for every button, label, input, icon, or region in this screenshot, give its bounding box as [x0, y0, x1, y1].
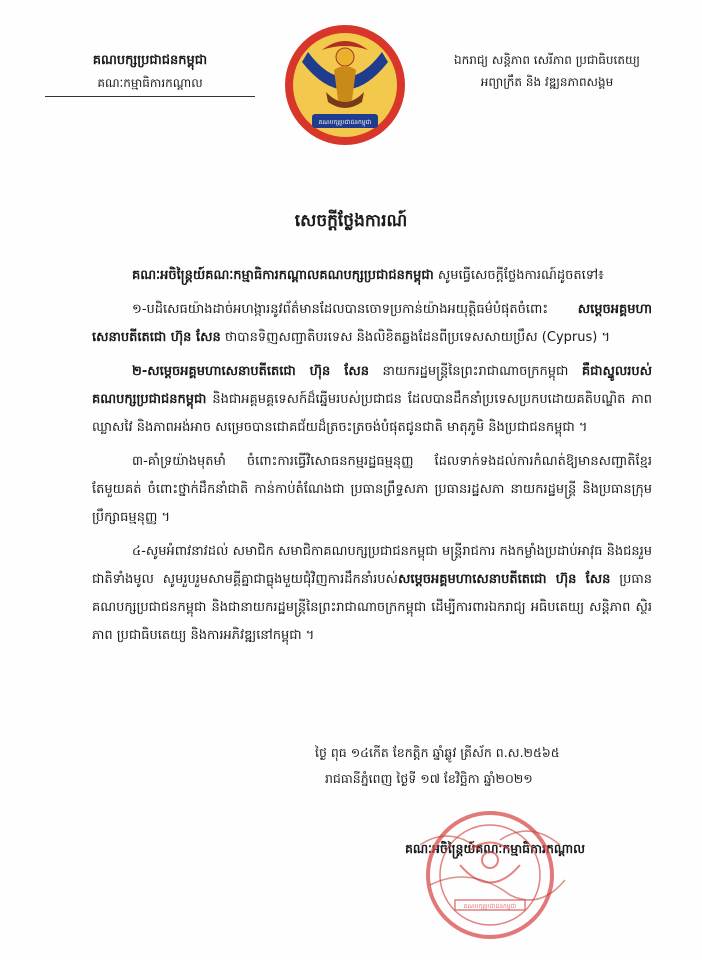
point-4-b: ប្រធានគណបក្សប្រជាជនកម្ពុជា និងជានាយករដ្ឋមន្ត្រីនៃព្រះរាជាណាចក្រកម្ពុជា ដើម្បីការពារឯករាជ្យ អធិបតេយ្យ សន្តិភាព ស្ថិរភាព ប្រជាធិបតេយ្យ និងការអភិវឌ្ឍនៅកម្ពុជា ។	[92, 572, 652, 643]
statement-body	[92, 262, 652, 656]
seal-text: គណបក្សប្រជាជនកម្ពុជា	[463, 903, 517, 910]
party-name: គណបក្សប្រជាជនកម្ពុជា	[92, 53, 208, 68]
logo-banner-text: គណបក្សប្រជាជនកម្ពុជា	[318, 119, 372, 126]
national-motto	[432, 52, 662, 92]
intro-rest: សូមធ្វើសេចក្តីថ្លែងការណ៍ដូចតទៅ៖	[433, 268, 604, 283]
point-1-a: ១-បដិសេធយ៉ាងដាច់អហង្ការនូវព័ត៌មានដែលបានចោទប្រកាន់យ៉ាងអយុត្តិធម៌បំផុតចំពោះ	[132, 302, 578, 317]
intro-bold: គណៈអចិន្ត្រៃយ៍គណៈកម្មាធិការកណ្តាលគណបក្សប្រជាជនកម្ពុជា	[132, 268, 434, 283]
point-2-b: និងជាអគ្គមគ្គទេសក៍ដ៏ឆ្នើមរបស់ប្រជាជន ដែលបានដឹកនាំប្រទេសប្រកបដោយគតិបណ្ឌិត ភាពឈ្លាសវៃ និងភាពអង់អាច សម្រេចបានជោគជ័យដ៏ត្រចះត្រចង់បំផុតជូនជាតិ មាតុភូមិ និងប្រជាជនកម្ពុជា ។	[92, 392, 652, 435]
official-seal	[400, 805, 580, 945]
point-2-bold: សម្តេចអគ្គមហាសេនាបតីតេជោ ហ៊ុន សែន	[147, 364, 369, 379]
point-1-b: ថាបានទិញសញ្ជាតិបរទេស និងលិខិតឆ្លងដែនពីប្រទេសសាយប្រឹស (Cyprus) ។	[220, 330, 611, 345]
point-2-a: នាយករដ្ឋមន្ត្រីនៃព្រះរាជាណាចក្រកម្ពុជា	[368, 364, 582, 379]
party-logo	[282, 22, 408, 148]
signing-body: គណៈអចិន្ត្រៃយ៍គណៈកម្មាធិការកណ្តាល	[404, 841, 586, 856]
point-3: ៣-គាំទ្រយ៉ាងមុតមាំ ចំពោះការធ្វើវិសោធនកម្មរដ្ឋធម្មនុញ្ញ ដែលទាក់ទងដល់ការកំណត់ឱ្យមានសញ្ជាតិខ្មែរតែមួយគត់ ចំពោះថ្នាក់ដឹកនាំជាតិ កាន់កាប់តំណែងជា ប្រធានព្រឹទ្ធសភា ប្រធានរដ្ឋសភា នាយករដ្ឋមន្ត្រី និងប្រធានក្រុមប្រឹក្សាធម្មនុញ្ញ ។	[92, 454, 652, 525]
motto-line-2: អព្យាក្រឹត និង វឌ្ឍនភាពសង្គម	[480, 75, 614, 89]
point-4-a: ៤-សូមអំពាវនាវដល់ សមាជិក សមាជិកាគណបក្សប្រជាជនកម្ពុជា មន្ត្រីរាជការ កងកម្លាំងប្រដាប់អាវុធ និងជនរួមជាតិទាំងមូល សូមរួបរួមសាមគ្គីគ្នាជាធ្លុងមួយជុំវិញការដឹកនាំរបស់	[92, 544, 652, 587]
point-2-num: ២-	[132, 364, 148, 379]
point-4	[92, 538, 652, 650]
place-date: រាជធានីភ្នំពេញ ថ្ងៃទី ១៧ ខែវិច្ឆិកា ឆ្នាំ២០២១	[325, 771, 533, 786]
point-1	[92, 296, 652, 352]
point-2	[92, 358, 652, 442]
committee-name: គណៈកម្មាធិការកណ្តាល	[45, 75, 255, 97]
motto-line-1: ឯករាជ្យ សន្តិភាព សេរីភាព ប្រជាធិបតេយ្យ	[454, 53, 640, 67]
lunar-date: ថ្ងៃ ពុធ ១៤កើត ខែកត្តិក ឆ្នាំឆ្លូវ ត្រីស័ក ព.ស.២៥៦៥	[315, 745, 560, 760]
point-1-bold: សម្តេចអគ្គមហាសេនាបតីតេជោ ហ៊ុន សែន	[92, 302, 652, 345]
document-title: សេចក្តីថ្លែងការណ៍	[294, 211, 408, 231]
point-2-bold2: គឺជាស្នូលរបស់គណបក្សប្រជាជនកម្ពុជា	[92, 364, 652, 407]
point-4-bold: សម្តេចអគ្គមហាសេនាបតីតេជោ ហ៊ុន សែន	[397, 572, 611, 587]
party-header	[45, 52, 255, 97]
intro-paragraph	[92, 262, 652, 290]
